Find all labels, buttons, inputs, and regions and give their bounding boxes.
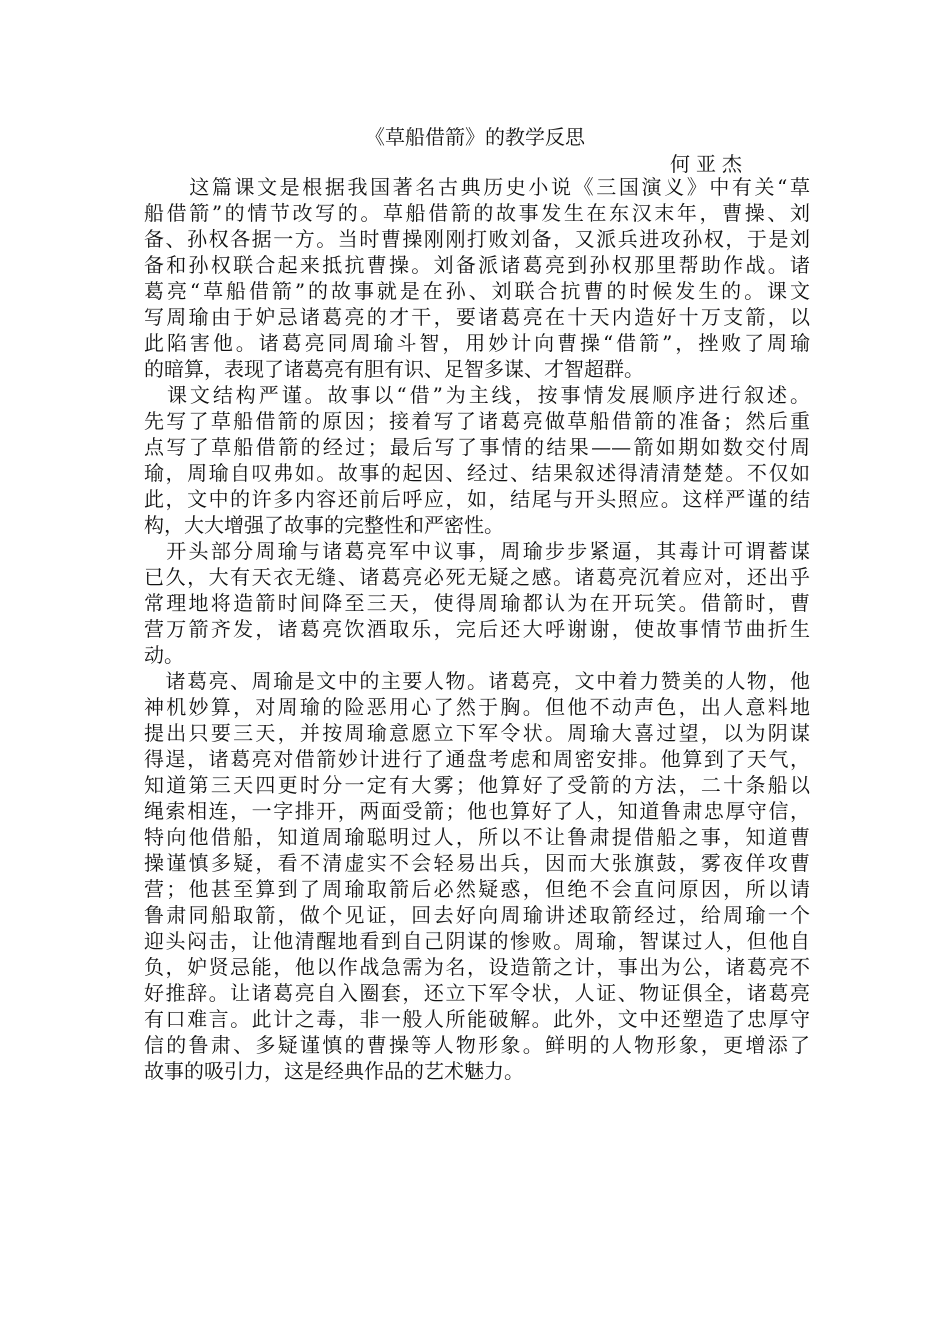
body-line: 瑜，周瑜自叹弗如。故事的起因、经过、结果叙述得清清楚楚。不仅如: [144, 461, 810, 485]
body-line: 课文结构严谨。故事以“借”为主线，按事情发展顺序进行叙述。: [144, 383, 810, 407]
body-line: 得逞，诸葛亮对借箭妙计进行了通盘考虑和周密安排。他算到了天气，: [144, 747, 810, 771]
body-line: 营；他甚至算到了周瑜取箭后必然疑惑，但绝不会直问原因，所以请: [144, 877, 810, 901]
body-line: 备、孙权各据一方。当时曹操刚刚打败刘备，又派兵进攻孙权，于是刘: [144, 227, 810, 251]
body-line: 动。: [144, 643, 184, 667]
body-line: 有口难言。此计之毒，非一般人所能破解。此外，文中还塑造了忠厚守: [144, 1007, 810, 1031]
body-line: 特向他借船，知道周瑜聪明过人，所以不让鲁肃提借船之事，知道曹: [144, 825, 810, 849]
body-line: 葛亮“草船借箭”的故事就是在孙、刘联合抗曹的时候发生的。课文: [144, 279, 810, 303]
body-line: 神机妙算，对周瑜的险恶用心了然于胸。但他不动声色，出人意料地: [144, 695, 810, 719]
body-line: 好推辞。让诸葛亮自入圈套，还立下军令状，人证、物证俱全，诸葛亮: [144, 981, 810, 1005]
body-line: 船借箭”的情节改写的。草船借箭的故事发生在东汉末年，曹操、刘: [144, 201, 810, 225]
body-line: 此陷害他。诸葛亮同周瑜斗智，用妙计向曹操“借箭”，挫败了周瑜: [144, 331, 810, 355]
body-line: 负，妒贤忌能，他以作战急需为名，设造箭之计，事出为公，诸葛亮不: [144, 955, 810, 979]
body-line: 的暗算，表现了诸葛亮有胆有识、足智多谋、才智超群。: [144, 357, 644, 381]
body-line: 常理地将造箭时间降至三天，使得周瑜都认为在开玩笑。借箭时，曹: [144, 591, 810, 615]
body-line: 开头部分周瑜与诸葛亮军中议事，周瑜步步紧逼，其毒计可谓蓄谋: [144, 539, 810, 563]
body-line: 营万箭齐发，诸葛亮饮酒取乐，完后还大呼谢谢，使故事情节曲折生: [144, 617, 810, 641]
body-line: 迎头闷击，让他清醒地看到自己阴谋的惨败。周瑜，智谋过人，但他自: [144, 929, 810, 953]
body-line: 构，大大增强了故事的完整性和严密性。: [144, 513, 504, 537]
document-title: 《草船借箭》的教学反思: [365, 125, 585, 149]
body-line: 提出只要三天，并按周瑜意愿立下军令状。周瑜大喜过望，以为阴谋: [144, 721, 810, 745]
body-line: 信的鲁肃、多疑谨慎的曹操等人物形象。鲜明的人物形象，更增添了: [144, 1033, 810, 1057]
body-line: 诸葛亮、周瑜是文中的主要人物。诸葛亮，文中着力赞美的人物，他: [144, 669, 810, 693]
body-line: 此，文中的许多内容还前后呼应，如，结尾与开头照应。这样严谨的结: [144, 487, 810, 511]
body-line: 绳索相连，一字排开，两面受箭；他也算好了人，知道鲁肃忠厚守信，: [144, 799, 810, 823]
body-line: 点写了草船借箭的经过；最后写了事情的结果——箭如期如数交付周: [144, 435, 810, 459]
body-line: 故事的吸引力，这是经典作品的艺术魅力。: [144, 1059, 524, 1083]
author-name: 何亚杰: [670, 152, 748, 176]
body-line: 已久，大有天衣无缝、诸葛亮必死无疑之感。诸葛亮沉着应对，还出乎: [144, 565, 810, 589]
body-line: 鲁肃同船取箭，做个见证，回去好向周瑜讲述取箭经过，给周瑜一个: [144, 903, 810, 927]
body-line: 写周瑜由于妒忌诸葛亮的才干，要诸葛亮在十天内造好十万支箭，以: [144, 305, 810, 329]
body-line: 备和孙权联合起来抵抗曹操。刘备派诸葛亮到孙权那里帮助作战。诸: [144, 253, 810, 277]
body-line: 操谨慎多疑，看不清虚实不会轻易出兵，因而大张旗鼓，雾夜佯攻曹: [144, 851, 810, 875]
body-line: 先写了草船借箭的原因；接着写了诸葛亮做草船借箭的准备；然后重: [144, 409, 810, 433]
body-line: 这篇课文是根据我国著名古典历史小说《三国演义》中有关“草: [144, 175, 810, 199]
body-line: 知道第三天四更时分一定有大雾；他算好了受箭的方法，二十条船以: [144, 773, 810, 797]
